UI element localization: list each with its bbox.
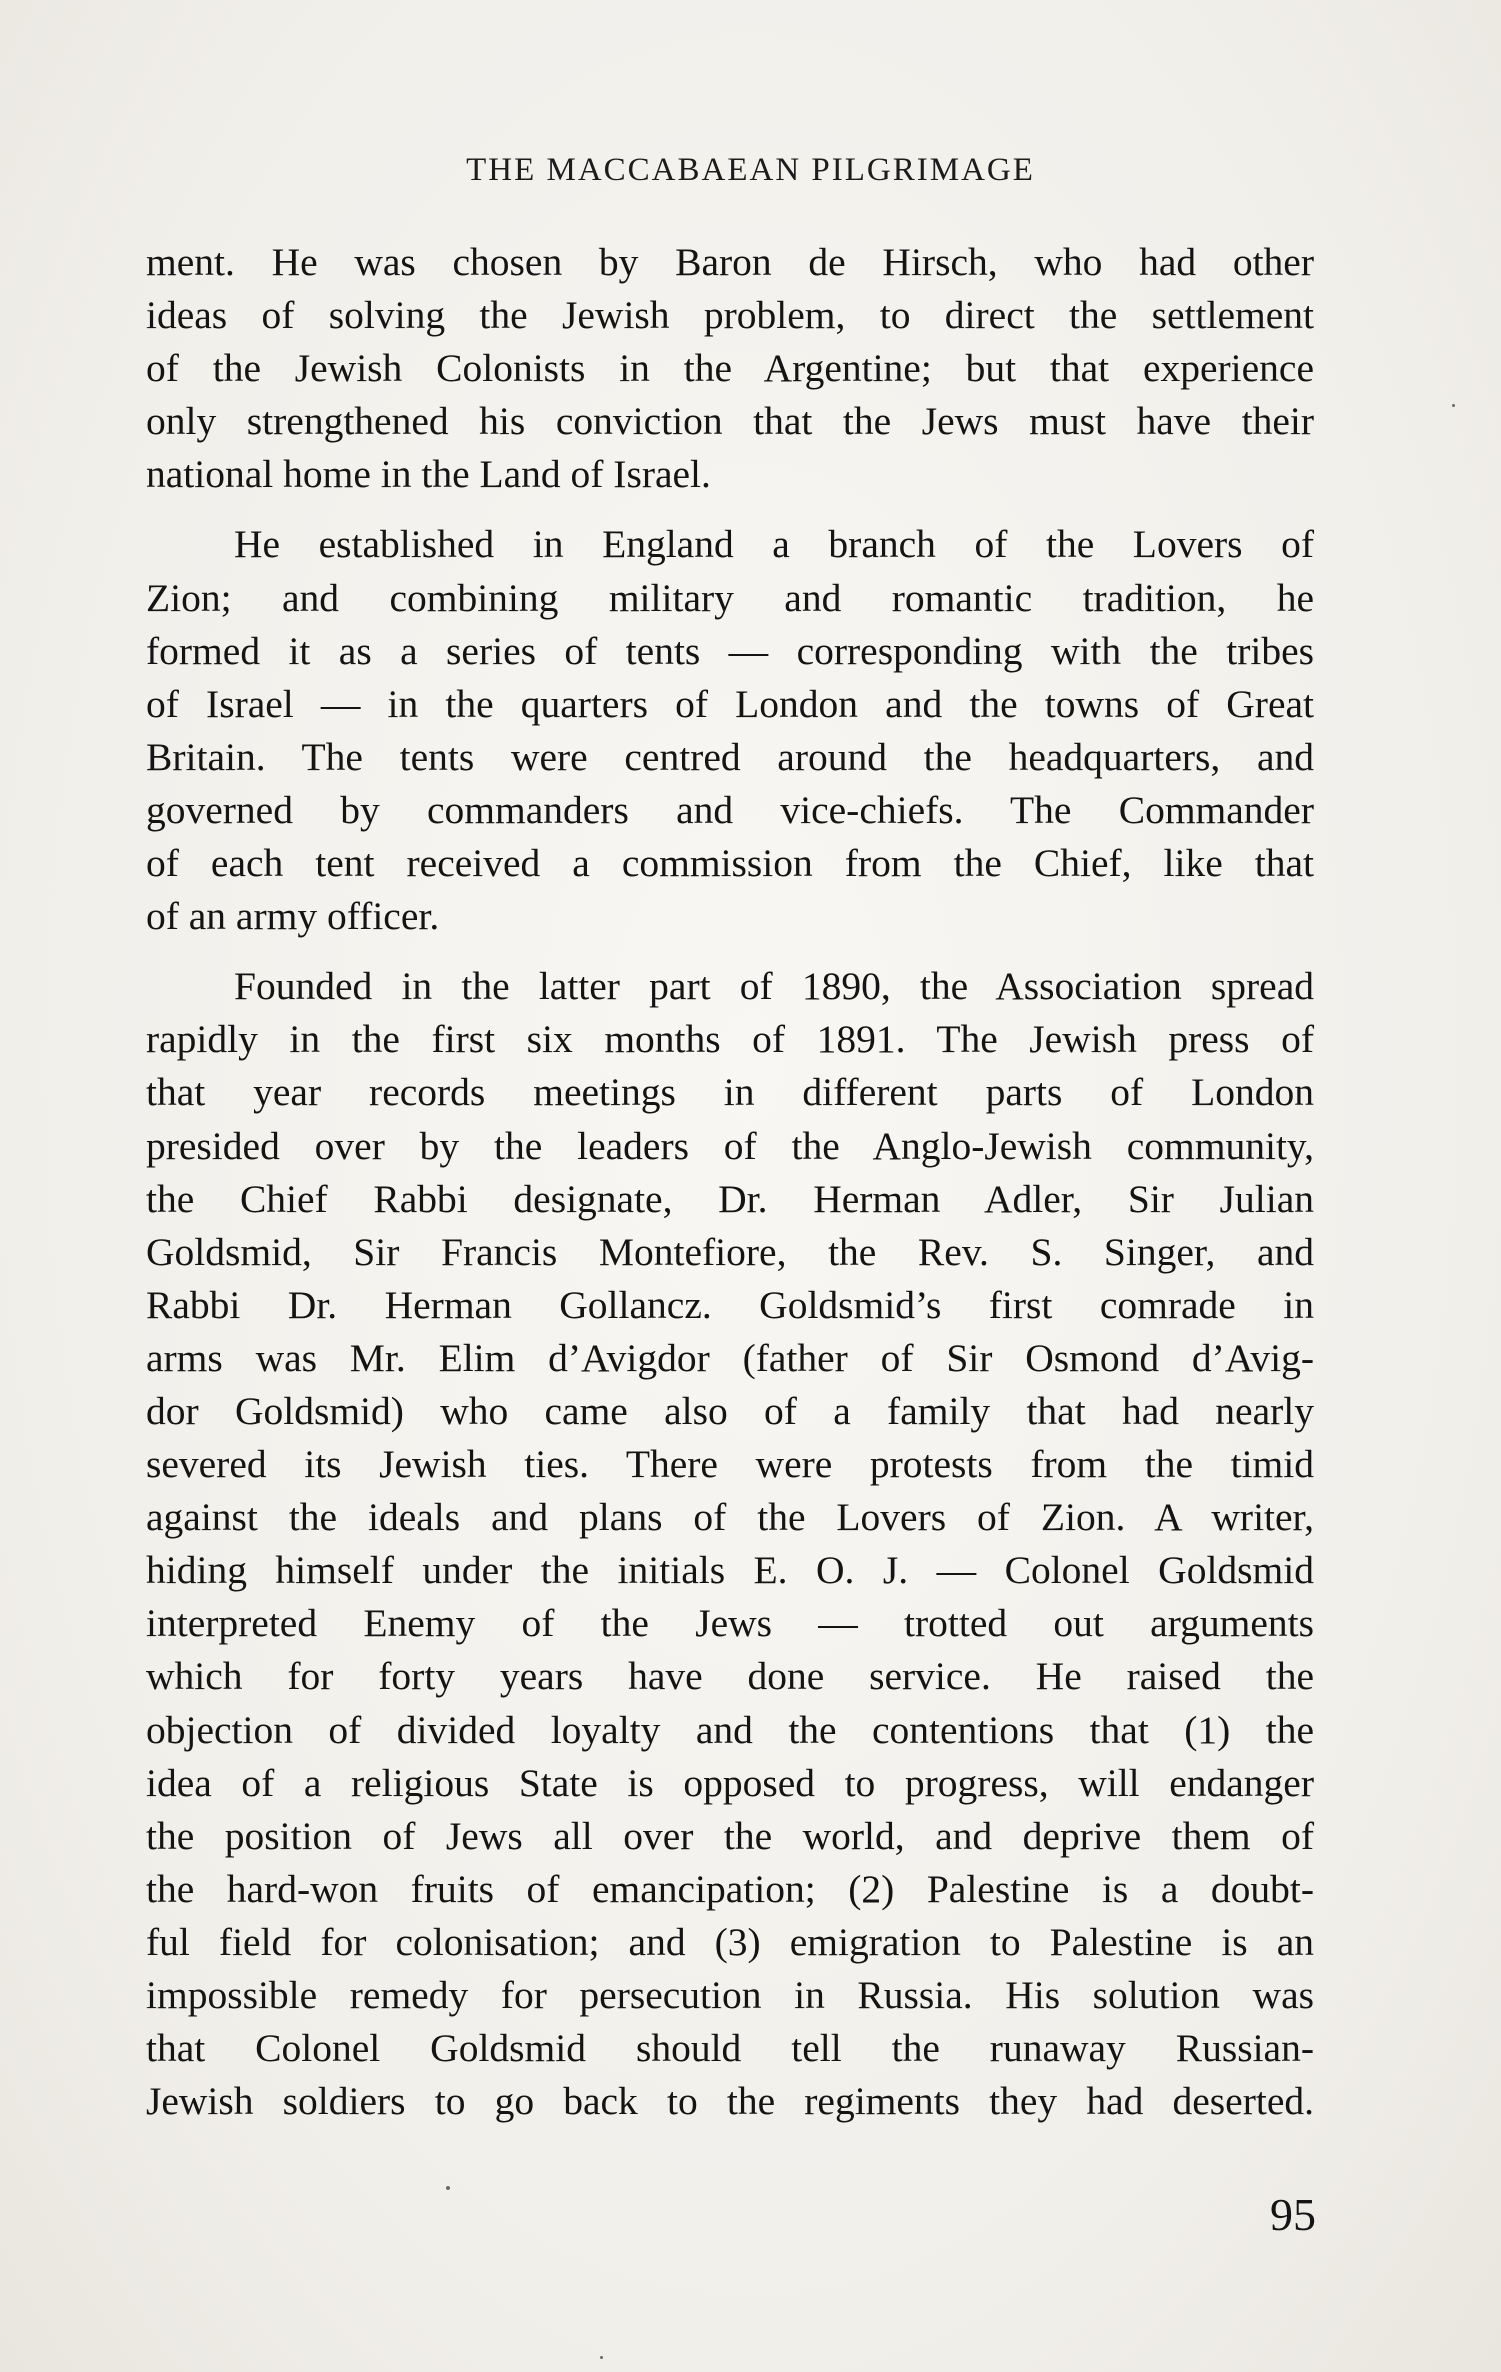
text-line: only strengthened his conviction that the Jews must have their [146, 399, 1314, 444]
running-head: THE MACCABAEAN PILGRIMAGE [466, 152, 1035, 188]
text-line: dor Goldsmid) who came also of a family that had nearly [146, 1388, 1314, 1433]
text-line: national home in the Land of Israel. [146, 452, 711, 497]
text-line: interpreted Enemy of the Jews — trotted out arguments [146, 1601, 1314, 1646]
text-line: the Chief Rabbi designate, Dr. Herman Adler, Sir Julian [146, 1176, 1314, 1221]
text-line: against the ideals and plans of the Lovers of Zion. A writer, [146, 1495, 1314, 1540]
text-line: presided over by the leaders of the Anglo-Jewish community, [146, 1123, 1314, 1168]
text-line: hiding himself under the initials E. O. J. — Colonel Goldsmid [146, 1548, 1314, 1593]
text-line: that Colonel Goldsmid should tell the runaway Russian- [146, 2026, 1314, 2071]
text-line: that year records meetings in different parts of London [146, 1070, 1314, 1115]
body-text [146, 236, 1314, 2128]
text-line: of each tent received a commission from the Chief, like that [146, 841, 1314, 886]
text-line: Rabbi Dr. Herman Gollancz. Goldsmid’s first comrade in [146, 1282, 1314, 1327]
paper-speck [600, 2356, 603, 2359]
text-line: of Israel — in the quarters of London and the towns of Great [146, 681, 1314, 726]
text-line: formed it as a series of tents — corresponding with the tribes [146, 628, 1314, 673]
text-line: the position of Jews all over the world, and deprive them of [146, 1813, 1314, 1858]
text-line: rapidly in the first six months of 1891. The Jewish press of [146, 1017, 1314, 1062]
text-line: of the Jewish Colonists in the Argentine; but that experience [146, 346, 1314, 391]
text-line: ment. He was chosen by Baron de Hirsch, who had other [146, 240, 1314, 284]
text-line: Britain. The tents were centred around the headquarters, and [146, 734, 1314, 779]
text-line: objection of divided loyalty and the contentions that (1) the [146, 1707, 1314, 1752]
text-line: severed its Jewish ties. There were protests from the timid [146, 1442, 1314, 1487]
paper-speck [446, 2186, 450, 2190]
paragraph [146, 236, 1314, 501]
page-number: 95 [1270, 2189, 1316, 2240]
text-line: Founded in the latter part of 1890, the Association spread [234, 964, 1314, 1009]
text-line: He established in England a branch of the Lovers of [234, 522, 1314, 567]
text-line: Jewish soldiers to go back to the regiments they had deserted. [146, 2079, 1314, 2124]
text-line: idea of a religious State is opposed to progress, will endanger [146, 1760, 1314, 1805]
text-line: ideas of solving the Jewish problem, to direct the settlement [146, 293, 1314, 338]
text-line: the hard-won fruits of emancipation; (2) Palestine is a doubt- [146, 1866, 1314, 1911]
text-line: which for forty years have done service. He raised the [146, 1654, 1314, 1699]
paragraph-gap [146, 943, 1314, 960]
text-line: Goldsmid, Sir Francis Montefiore, the Rev. S. Singer, and [146, 1229, 1314, 1274]
text-line: Zion; and combining military and romantic tradition, he [146, 575, 1314, 620]
text-line: impossible remedy for persecution in Russia. His solution was [146, 1973, 1314, 2017]
text-line: arms was Mr. Elim d’Avigdor (father of Sir Osmond d’Avig- [146, 1335, 1314, 1380]
paragraph-gap [146, 501, 1314, 518]
paragraph [146, 518, 1314, 943]
paper-speck [1452, 404, 1455, 407]
text-line: governed by commanders and vice-chiefs. The Commander [146, 787, 1314, 832]
text-line: ful field for colonisation; and (3) emigration to Palestine is an [146, 1919, 1314, 1964]
text-line: of an army officer. [146, 894, 440, 939]
paragraph [146, 960, 1314, 2128]
